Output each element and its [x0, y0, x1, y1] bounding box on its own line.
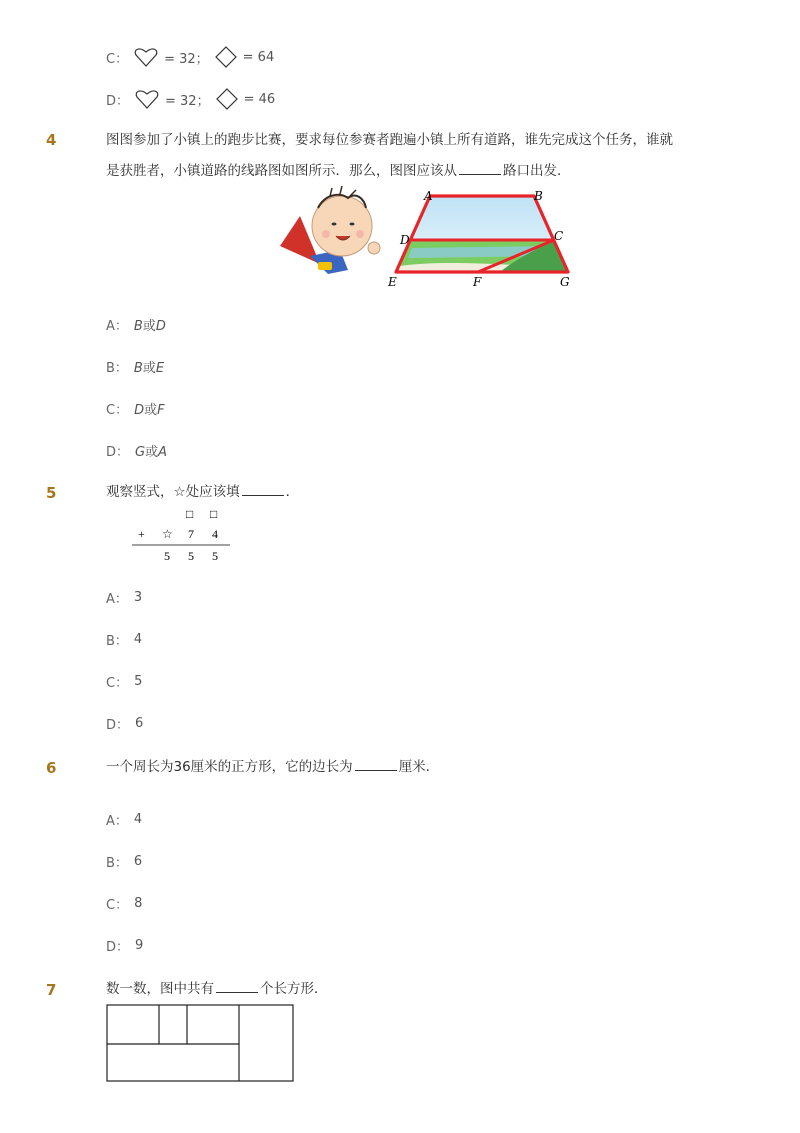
point-label-e: E	[388, 275, 397, 289]
q4-option-a[interactable]	[106, 315, 166, 334]
option-value: 4	[133, 812, 143, 827]
digit: 5	[164, 549, 170, 563]
option-key: D：	[106, 93, 130, 109]
trapezoid-road-map	[396, 196, 568, 272]
q3-option-d[interactable]	[106, 88, 275, 110]
q6-option-b[interactable]	[106, 852, 142, 871]
q6-option-a[interactable]	[106, 810, 142, 829]
heart-icon	[134, 47, 158, 67]
digit: 5	[188, 549, 194, 563]
digit: 7	[188, 527, 194, 541]
option-value: B或E	[133, 361, 165, 376]
option-key: C：	[106, 51, 129, 67]
answer-blank[interactable]	[216, 978, 258, 993]
option-key: D：	[106, 940, 130, 955]
option-value: 6	[133, 854, 143, 869]
option-key: A：	[106, 319, 128, 334]
star-digit: ☆	[162, 527, 173, 541]
option-value: 4	[133, 632, 143, 647]
option-value: 5	[134, 674, 143, 689]
q4-option-b[interactable]	[106, 357, 164, 376]
question-number-7: 7	[46, 981, 57, 999]
point-label-a: A	[424, 189, 433, 203]
q4-option-d[interactable]	[106, 441, 167, 460]
question-number-5: 5	[46, 484, 57, 502]
option-value: 3	[133, 590, 143, 605]
option-value: 9	[135, 938, 144, 953]
point-label-b: B	[534, 189, 543, 203]
diamond-icon	[215, 46, 237, 68]
question-5-text: 观察竖式，☆处应该填 ．	[106, 477, 299, 508]
option-key: C：	[106, 676, 129, 691]
vertical-addition	[128, 504, 238, 566]
diamond-value: = 64	[242, 49, 275, 65]
question-4-text	[106, 125, 746, 187]
digit: 4	[212, 527, 218, 541]
question-7-text: 数一数，图中共有 个长方形．	[106, 974, 328, 1005]
option-key: D：	[106, 718, 130, 733]
option-key: B：	[106, 856, 128, 871]
heart-icon	[135, 89, 159, 109]
option-key: B：	[106, 634, 128, 649]
diamond-icon	[216, 88, 238, 110]
option-key: C：	[106, 898, 129, 913]
option-value: D或F	[134, 403, 165, 418]
q5-option-d[interactable]	[106, 714, 143, 733]
plus-sign: +	[138, 527, 145, 541]
digit-box: □	[186, 507, 194, 521]
option-value: 8	[134, 896, 143, 911]
q5-option-c[interactable]	[106, 672, 142, 691]
option-value: 6	[135, 716, 144, 731]
diamond-value: = 46	[243, 91, 276, 107]
option-value: B或D	[133, 319, 166, 334]
point-label-d: D	[400, 233, 410, 247]
digit-box: □	[210, 507, 218, 521]
answer-blank[interactable]	[242, 481, 284, 496]
option-key: C：	[106, 403, 129, 418]
point-label-c: C	[554, 229, 564, 243]
q6-option-c[interactable]	[106, 894, 142, 913]
q5-option-a[interactable]	[106, 588, 142, 607]
q6-option-d[interactable]	[106, 936, 143, 955]
cartoon-boy-illustration	[280, 186, 380, 274]
q5-option-b[interactable]	[106, 630, 142, 649]
answer-blank[interactable]	[355, 756, 397, 771]
route-map-figure	[270, 186, 590, 290]
rectangles-figure	[106, 1004, 296, 1084]
answer-blank[interactable]	[459, 160, 501, 175]
option-key: D：	[106, 445, 130, 460]
option-key: B：	[106, 361, 128, 376]
option-key: A：	[106, 814, 128, 829]
point-label-g: G	[560, 275, 570, 289]
q3-option-c[interactable]	[106, 46, 274, 68]
heart-value: = 32；	[165, 93, 210, 109]
question-6-text: 一个周长为36厘米的正方形，它的边长为 厘米．	[106, 752, 439, 783]
question-4-line2: 是获胜者，小镇道路的线路图如图所示．那么，图图应该从 路口出发．	[106, 156, 746, 187]
option-value: G或A	[135, 445, 168, 460]
option-key: A：	[106, 592, 128, 607]
q4-option-c[interactable]	[106, 399, 165, 418]
question-number-6: 6	[46, 759, 57, 777]
heart-value: = 32；	[164, 51, 209, 67]
point-label-f: F	[473, 275, 482, 289]
digit: 5	[212, 549, 218, 563]
question-4-line1: 图图参加了小镇上的跑步比赛，要求每位参赛者跑遍小镇上所有道路，谁先完成这个任务，谁就	[106, 132, 673, 148]
question-number-4: 4	[46, 131, 57, 149]
